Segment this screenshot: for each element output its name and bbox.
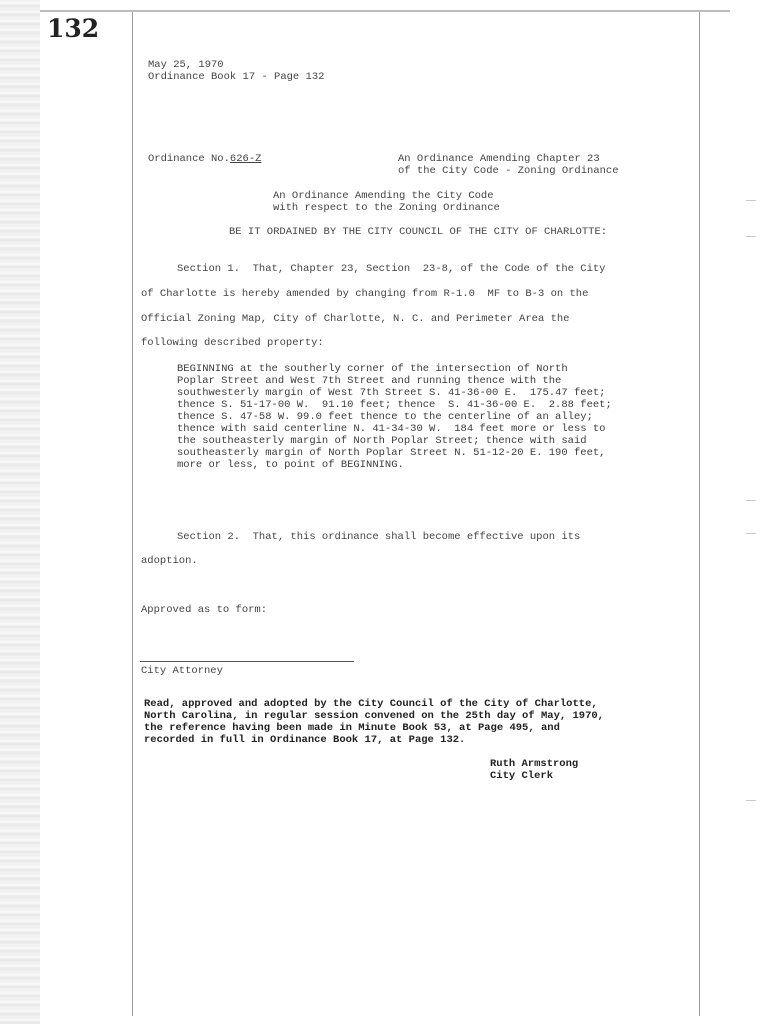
adoption-line: Read, approved and adopted by the City Council of the City of Charlotte, (144, 698, 598, 710)
scan-mark (746, 533, 756, 534)
left-margin-rule (132, 12, 133, 1016)
caption-line-2: of the City Code - Zoning Ordinance (398, 165, 619, 177)
description-line: more or less, to point of BEGINNING. (177, 459, 404, 471)
scan-mark (746, 200, 756, 201)
section-1-line-4: following described property: (141, 337, 324, 349)
description-line: thence S. 51-17-00 W. 91.10 feet; thence S. 41-36-00 E. 2.88 feet; (177, 399, 612, 411)
clerk-name: Ruth Armstrong (490, 758, 579, 770)
description-line: southwesterly margin of West 7th Street S. 41-36-00 E. 175.47 feet; (177, 387, 606, 399)
signature-line (140, 661, 354, 662)
subtitle-line-2: with respect to the Zoning Ordinance (273, 202, 500, 214)
scan-edge-artifact (0, 0, 40, 1024)
subtitle-line-1: An Ordinance Amending the City Code (273, 190, 494, 202)
description-line: thence with said centerline N. 41-34-30 W. 184 feet more or less to (177, 423, 606, 435)
ordinance-number-value: 626-Z (229, 153, 262, 165)
right-margin-rule (699, 12, 700, 1016)
description-line: Poplar Street and West 7th Street and running thence with the (177, 375, 562, 387)
caption-line-1: An Ordinance Amending Chapter 23 (398, 153, 600, 165)
description-line: the southeasterly margin of North Poplar Street; thence with said (177, 435, 587, 447)
book-reference: Ordinance Book 17 - Page 132 (148, 71, 325, 83)
adoption-statement (144, 698, 604, 746)
scan-mark (746, 500, 756, 501)
ordinance-number (148, 153, 261, 165)
scan-mark (746, 236, 756, 237)
page-number: 132 (47, 14, 100, 43)
section-1-line-2: of Charlotte is hereby amended by changing from R-1.0 MF to B-3 on the (141, 288, 589, 300)
description-line: thence S. 47-58 W. 99.0 feet thence to the centerline of an alley; (177, 411, 593, 423)
adoption-line: the reference having been made in Minute Book 53, at Page 495, and (144, 722, 560, 734)
city-attorney-label: City Attorney (141, 665, 223, 677)
ordinance-number-label: Ordinance No. (148, 153, 230, 165)
document-date: May 25, 1970 (148, 59, 224, 71)
enacting-clause: BE IT ORDAINED BY THE CITY COUNCIL OF THE CITY OF CHARLOTTE: (229, 226, 608, 238)
section-1-line-3: Official Zoning Map, City of Charlotte, N. C. and Perimeter Area the (141, 313, 570, 325)
section-2-line-2: adoption. (141, 555, 198, 567)
description-line: southeasterly margin of North Poplar Street N. 51-12-20 E. 190 feet, (177, 447, 606, 459)
description-line: BEGINNING at the southerly corner of the intersection of North (177, 363, 568, 375)
section-1-line-1: Section 1. That, Chapter 23, Section 23-8, of the Code of the City (177, 263, 606, 275)
section-2-line-1: Section 2. That, this ordinance shall become effective upon its (177, 531, 581, 543)
property-description (177, 363, 612, 471)
adoption-line: recorded in full in Ordinance Book 17, at Page 132. (144, 734, 466, 746)
top-rule (40, 10, 730, 12)
adoption-line: North Carolina, in regular session convened on the 25th day of May, 1970, (144, 710, 604, 722)
clerk-title: City Clerk (490, 770, 554, 782)
approval-label: Approved as to form: (141, 604, 268, 616)
scan-mark (746, 800, 756, 801)
